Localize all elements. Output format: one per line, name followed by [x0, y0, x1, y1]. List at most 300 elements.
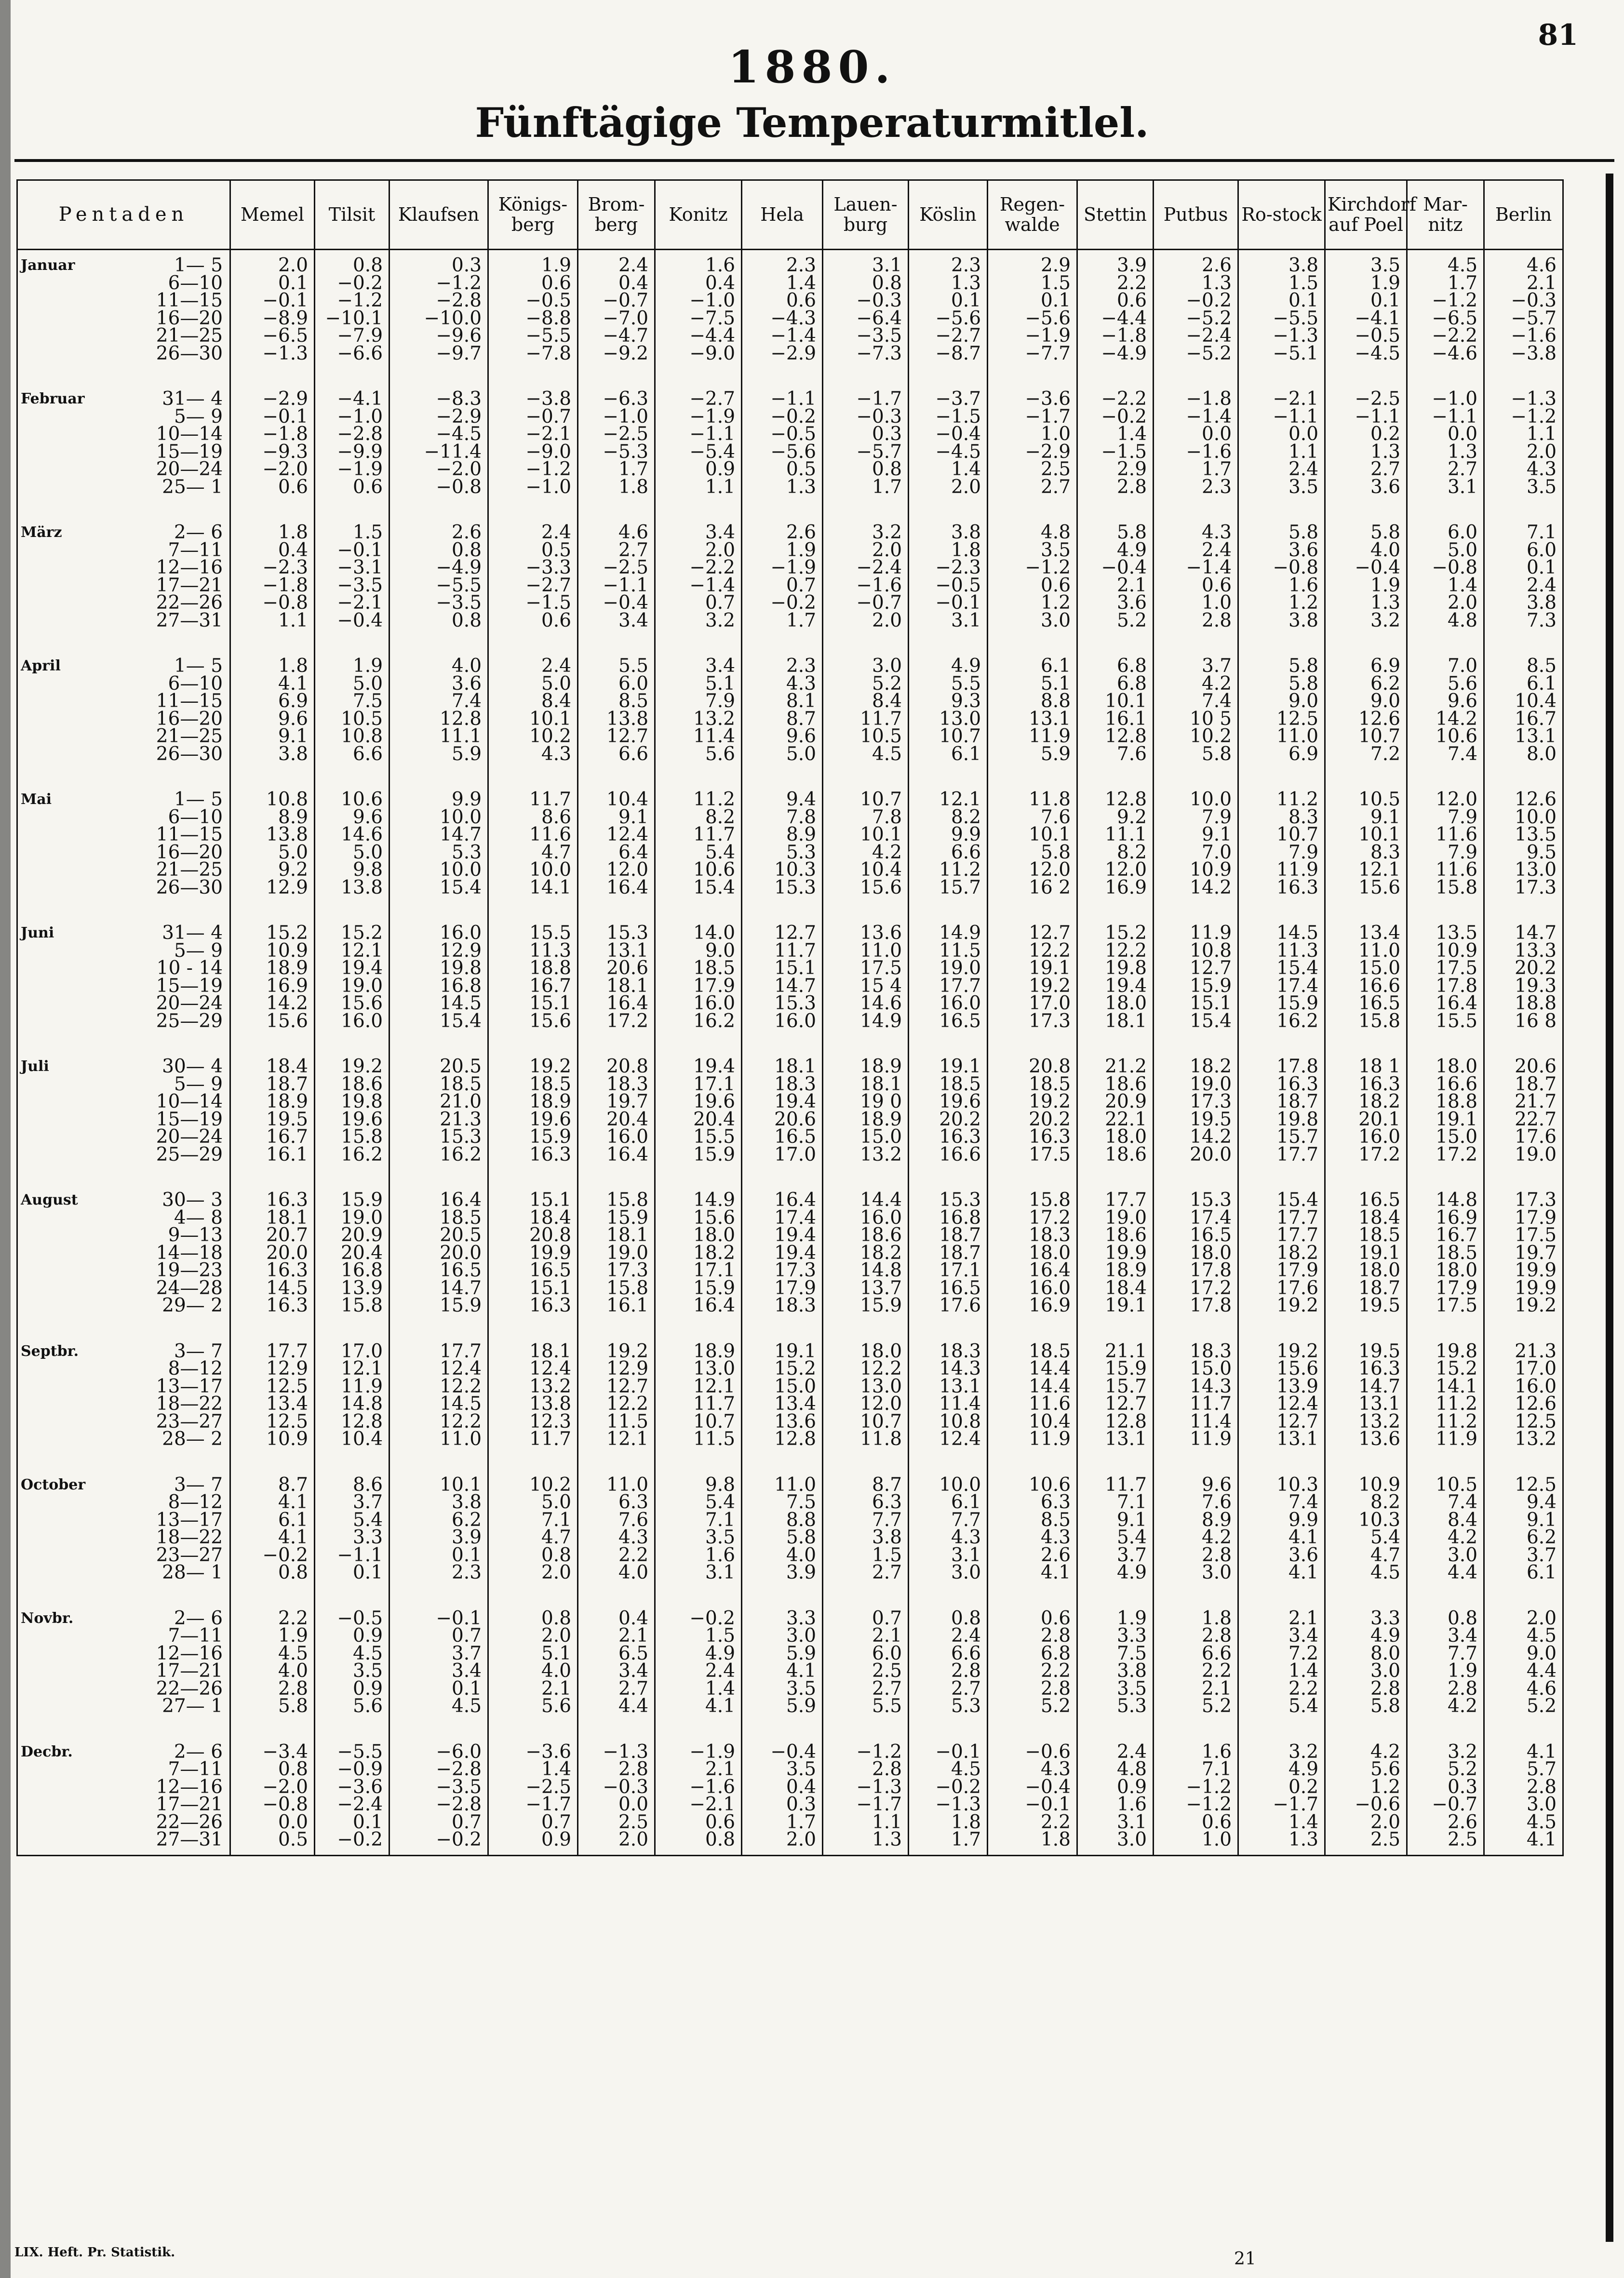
- temperature-cell: 15.4: [389, 1013, 488, 1052]
- temperature-cell: 11.9: [1407, 1431, 1484, 1470]
- temperature-cell: −1.2: [1407, 292, 1484, 310]
- month-label: [17, 746, 123, 785]
- pentade-range: 30— 4: [123, 1051, 230, 1076]
- temperature-cell: 18.4: [488, 1209, 578, 1227]
- temperature-cell: −5.6: [742, 443, 823, 461]
- temperature-cell: 11.6: [1407, 861, 1484, 879]
- temperature-cell: 3.1: [909, 612, 988, 651]
- temperature-cell: 5.8: [1238, 675, 1325, 693]
- temperature-cell: 0.1: [389, 1680, 488, 1698]
- temperature-cell: 2.5: [1325, 1831, 1407, 1855]
- temperature-cell: 2.2: [578, 1547, 655, 1565]
- temperature-cell: 14.5: [389, 995, 488, 1013]
- temperature-cell: 0.4: [578, 275, 655, 293]
- temperature-cell: −0.8: [230, 594, 315, 612]
- temperature-cell: 6.1: [1484, 675, 1563, 693]
- temperature-cell: 10.0: [1154, 784, 1238, 809]
- temperature-cell: 5.2: [823, 675, 909, 693]
- temperature-cell: 1.0: [1154, 594, 1238, 612]
- pentade-range: 25— 1: [123, 479, 230, 518]
- temperature-cell: −1.8: [230, 426, 315, 443]
- temperature-cell: 12.7: [1238, 1413, 1325, 1431]
- header-station: Mar-nitz: [1407, 180, 1484, 250]
- temperature-cell: 5.8: [1154, 746, 1238, 785]
- month-label: [17, 960, 123, 978]
- temperature-cell: −2.8: [315, 426, 389, 443]
- month-label: [17, 1512, 123, 1529]
- month-group: [17, 784, 1563, 918]
- temperature-cell: 7.6: [988, 809, 1077, 827]
- temperature-cell: 12.8: [742, 1431, 823, 1470]
- temperature-cell: −0.8: [389, 479, 488, 518]
- temperature-cell: −1.1: [315, 1547, 389, 1565]
- temperature-cell: 18.8: [488, 960, 578, 978]
- temperature-cell: 13.9: [315, 1280, 389, 1298]
- temperature-cell: 15.9: [578, 1209, 655, 1227]
- temperature-cell: 1.9: [742, 542, 823, 560]
- temperature-cell: 11.0: [1238, 728, 1325, 746]
- temperature-cell: 11.0: [1325, 942, 1407, 960]
- temperature-cell: 3.5: [1077, 1680, 1154, 1698]
- temperature-cell: 11.7: [488, 784, 578, 809]
- temperature-cell: 18.7: [1238, 1093, 1325, 1111]
- temperature-cell: 18.2: [1238, 1245, 1325, 1262]
- temperature-cell: 5.4: [315, 1512, 389, 1529]
- temperature-cell: 22.7: [1484, 1111, 1563, 1129]
- temperature-cell: 16.5: [909, 1013, 988, 1052]
- temperature-cell: −4.4: [655, 327, 742, 345]
- temperature-cell: 1.1: [230, 612, 315, 651]
- temperature-cell: 6.3: [823, 1494, 909, 1512]
- temperature-cell: 5.0: [230, 844, 315, 862]
- temperature-cell: 3.0: [823, 651, 909, 675]
- month-label: [17, 675, 123, 693]
- temperature-cell: 9.0: [1238, 693, 1325, 710]
- temperature-cell: 15.2: [1077, 918, 1154, 942]
- temperature-cell: −1.6: [1154, 443, 1238, 461]
- temperature-cell: 15.6: [1325, 879, 1407, 918]
- temperature-cell: −1.8: [1077, 327, 1154, 345]
- pentade-range: 10 - 14: [123, 960, 230, 978]
- temperature-cell: 10.2: [1154, 728, 1238, 746]
- temperature-cell: 3.1: [655, 1564, 742, 1603]
- temperature-cell: 15.5: [655, 1128, 742, 1146]
- temperature-cell: −0.1: [909, 1737, 988, 1761]
- temperature-cell: 13.9: [1238, 1378, 1325, 1396]
- temperature-cell: −1.3: [1238, 327, 1325, 345]
- temperature-cell: 3.3: [1077, 1627, 1154, 1645]
- temperature-cell: 16.9: [1077, 879, 1154, 918]
- temperature-cell: 9.4: [742, 784, 823, 809]
- temperature-cell: 12.2: [578, 1395, 655, 1413]
- temperature-cell: 4.1: [1238, 1564, 1325, 1603]
- temperature-cell: 17.8: [1154, 1262, 1238, 1280]
- temperature-cell: 17.5: [1407, 1297, 1484, 1336]
- table-row: [17, 345, 1563, 384]
- temperature-cell: 10.2: [488, 728, 578, 746]
- temperature-cell: 8.6: [488, 809, 578, 827]
- pentade-range: 1— 5: [123, 784, 230, 809]
- temperature-cell: −4.6: [1407, 345, 1484, 384]
- pentade-range: 25—29: [123, 1013, 230, 1052]
- temperature-cell: 1.6: [655, 1547, 742, 1565]
- temperature-cell: 0.8: [488, 1603, 578, 1628]
- temperature-cell: 11.2: [1407, 1413, 1484, 1431]
- temperature-cell: 4.5: [1484, 1627, 1563, 1645]
- temperature-cell: 18.9: [823, 1111, 909, 1129]
- temperature-cell: −5.2: [1154, 310, 1238, 328]
- temperature-cell: 3.0: [1325, 1662, 1407, 1680]
- temperature-cell: 0.4: [230, 542, 315, 560]
- temperature-cell: −3.7: [909, 384, 988, 408]
- temperature-cell: 15.0: [1325, 960, 1407, 978]
- temperature-cell: 2.1: [1154, 1680, 1238, 1698]
- temperature-cell: 4.4: [1484, 1662, 1563, 1680]
- pentade-range: 22—26: [123, 1680, 230, 1698]
- temperature-cell: −1.7: [823, 1796, 909, 1814]
- temperature-cell: 4.9: [1325, 1627, 1407, 1645]
- temperature-cell: 15.1: [488, 1185, 578, 1209]
- temperature-cell: 12.9: [578, 1360, 655, 1378]
- temperature-cell: 11.9: [1238, 861, 1325, 879]
- pentade-range: 21—25: [123, 861, 230, 879]
- temperature-cell: 1.8: [988, 1831, 1077, 1855]
- temperature-cell: −5.5: [389, 577, 488, 595]
- temperature-cell: −0.6: [1325, 1796, 1407, 1814]
- pentade-range: 9—13: [123, 1227, 230, 1245]
- month-group: [17, 250, 1563, 384]
- temperature-cell: −2.4: [315, 1796, 389, 1814]
- temperature-cell: 17.8: [1154, 1297, 1238, 1336]
- temperature-cell: −2.9: [389, 408, 488, 426]
- temperature-cell: 19.5: [230, 1111, 315, 1129]
- month-label: [17, 542, 123, 560]
- temperature-cell: 2.7: [1325, 461, 1407, 479]
- temperature-cell: 18.1: [230, 1209, 315, 1227]
- table-row: [17, 746, 1563, 785]
- temperature-cell: 10.2: [488, 1470, 578, 1494]
- temperature-cell: 0.5: [488, 542, 578, 560]
- temperature-cell: 12.4: [488, 1360, 578, 1378]
- temperature-cell: −4.1: [1325, 310, 1407, 328]
- temperature-cell: 5.0: [315, 675, 389, 693]
- temperature-cell: 14.7: [1484, 918, 1563, 942]
- temperature-cell: 9.8: [655, 1470, 742, 1494]
- temperature-cell: 18.3: [578, 1076, 655, 1094]
- temperature-cell: 5.8: [1077, 517, 1154, 542]
- temperature-cell: 2.5: [578, 1814, 655, 1832]
- temperature-cell: 12.5: [1484, 1470, 1563, 1494]
- temperature-cell: 0.0: [1154, 426, 1238, 443]
- temperature-cell: 17.1: [655, 1262, 742, 1280]
- table-row: [17, 612, 1563, 651]
- temperature-cell: 12.8: [315, 1413, 389, 1431]
- temperature-cell: 14.2: [1154, 1128, 1238, 1146]
- temperature-cell: 13.1: [988, 710, 1077, 728]
- temperature-cell: 12.7: [988, 918, 1077, 942]
- temperature-cell: 1.0: [988, 426, 1077, 443]
- pentade-range: 13—17: [123, 1378, 230, 1396]
- temperature-cell: 10.5: [1407, 1470, 1484, 1494]
- temperature-cell: 17.9: [1407, 1280, 1484, 1298]
- temperature-cell: 16.4: [742, 1185, 823, 1209]
- temperature-cell: 11.3: [1238, 942, 1325, 960]
- temperature-cell: 11.2: [655, 784, 742, 809]
- temperature-cell: 3.8: [389, 1494, 488, 1512]
- temperature-cell: 0.6: [315, 479, 389, 518]
- pentade-range: 26—30: [123, 746, 230, 785]
- temperature-cell: 16.0: [389, 918, 488, 942]
- temperature-cell: 2.1: [1238, 1603, 1325, 1628]
- temperature-cell: 10.1: [488, 710, 578, 728]
- temperature-cell: 0.8: [909, 1603, 988, 1628]
- temperature-cell: 1.9: [1407, 1662, 1484, 1680]
- temperature-cell: −9.9: [315, 443, 389, 461]
- header-station: Ro-stock: [1238, 180, 1325, 250]
- temperature-cell: 15.9: [1154, 978, 1238, 995]
- temperature-cell: 7.8: [742, 809, 823, 827]
- temperature-cell: 6.9: [230, 693, 315, 710]
- temperature-cell: 3.3: [315, 1529, 389, 1547]
- temperature-cell: −1.1: [1325, 408, 1407, 426]
- temperature-cell: 19.4: [742, 1227, 823, 1245]
- temperature-cell: 7.9: [1238, 844, 1325, 862]
- month-label: Decbr.: [17, 1737, 123, 1761]
- temperature-cell: 18.5: [909, 1076, 988, 1094]
- temperature-cell: 14.2: [1407, 710, 1484, 728]
- temperature-cell: 1.7: [909, 1831, 988, 1855]
- temperature-cell: 16.6: [1407, 1076, 1484, 1094]
- temperature-table: [16, 179, 1564, 1856]
- temperature-cell: 11.0: [389, 1431, 488, 1470]
- temperature-cell: 2.6: [1407, 1814, 1484, 1832]
- temperature-cell: −1.8: [1154, 384, 1238, 408]
- temperature-cell: 19.2: [988, 978, 1077, 995]
- temperature-cell: 5.3: [1077, 1698, 1154, 1737]
- month-label: [17, 577, 123, 595]
- temperature-cell: 6.6: [315, 746, 389, 785]
- temperature-cell: 3.2: [1238, 1737, 1325, 1761]
- temperature-cell: 17.4: [1238, 978, 1325, 995]
- pentade-range: 23—27: [123, 1547, 230, 1565]
- temperature-cell: 15.9: [655, 1146, 742, 1185]
- temperature-cell: 4.0: [578, 1564, 655, 1603]
- temperature-cell: 1.2: [1238, 594, 1325, 612]
- month-label: [17, 594, 123, 612]
- month-label: [17, 1814, 123, 1832]
- temperature-cell: 2.7: [823, 1564, 909, 1603]
- temperature-cell: 1.4: [1077, 426, 1154, 443]
- temperature-cell: 21.1: [1077, 1336, 1154, 1361]
- temperature-cell: 15.4: [1238, 1185, 1325, 1209]
- month-label: Septbr.: [17, 1336, 123, 1361]
- temperature-cell: 9.6: [1407, 693, 1484, 710]
- temperature-cell: −0.2: [1077, 408, 1154, 426]
- temperature-cell: 11.2: [909, 861, 988, 879]
- temperature-cell: 19.0: [1484, 1146, 1563, 1185]
- temperature-cell: −9.0: [488, 443, 578, 461]
- temperature-cell: 6.6: [578, 746, 655, 785]
- temperature-cell: 6.8: [1077, 675, 1154, 693]
- temperature-cell: 18.7: [909, 1245, 988, 1262]
- temperature-cell: 11.1: [1077, 826, 1154, 844]
- temperature-cell: 1.5: [315, 517, 389, 542]
- temperature-cell: 12.8: [1077, 784, 1154, 809]
- temperature-cell: 5.6: [488, 1698, 578, 1737]
- temperature-cell: 1.5: [655, 1627, 742, 1645]
- temperature-cell: 16.4: [389, 1185, 488, 1209]
- temperature-cell: 3.3: [1325, 1603, 1407, 1628]
- temperature-cell: −5.7: [1484, 310, 1563, 328]
- temperature-cell: 2.7: [578, 542, 655, 560]
- temperature-cell: 16.8: [909, 1209, 988, 1227]
- temperature-cell: 19.2: [1238, 1297, 1325, 1336]
- scan-left-edge: [0, 0, 11, 2278]
- temperature-cell: 11.0: [742, 1470, 823, 1494]
- month-label: Juli: [17, 1051, 123, 1076]
- temperature-cell: 17.8: [1407, 978, 1484, 995]
- temperature-cell: 16.3: [488, 1297, 578, 1336]
- pentade-range: 14—18: [123, 1245, 230, 1262]
- pentade-range: 7—11: [123, 1761, 230, 1779]
- temperature-cell: 3.8: [1484, 594, 1563, 612]
- pentade-range: 29— 2: [123, 1297, 230, 1336]
- table-row: [17, 1698, 1563, 1737]
- temperature-cell: 3.7: [1077, 1547, 1154, 1565]
- temperature-cell: 12.0: [1407, 784, 1484, 809]
- temperature-cell: 17.4: [1154, 1209, 1238, 1227]
- temperature-cell: 14.6: [823, 995, 909, 1013]
- temperature-cell: 8.2: [655, 809, 742, 827]
- temperature-cell: 3.8: [1238, 250, 1325, 275]
- temperature-cell: 19.7: [1484, 1245, 1563, 1262]
- temperature-cell: −0.8: [230, 1796, 315, 1814]
- month-label: [17, 1779, 123, 1796]
- temperature-cell: 1.3: [823, 1831, 909, 1855]
- temperature-cell: −5.7: [823, 443, 909, 461]
- temperature-cell: −7.3: [823, 345, 909, 384]
- table-row: [17, 517, 1563, 542]
- temperature-cell: −0.2: [315, 1831, 389, 1855]
- temperature-cell: 20.6: [578, 960, 655, 978]
- month-group: [17, 918, 1563, 1051]
- temperature-cell: 16.3: [909, 1128, 988, 1146]
- month-label: [17, 327, 123, 345]
- month-label: [17, 1360, 123, 1378]
- month-label: [17, 1547, 123, 1565]
- temperature-cell: 8.8: [742, 1512, 823, 1529]
- temperature-cell: 0.6: [1154, 577, 1238, 595]
- pentade-range: 11—15: [123, 292, 230, 310]
- temperature-cell: 19.6: [655, 1093, 742, 1111]
- month-group: [17, 1470, 1563, 1603]
- temperature-cell: 15.4: [1154, 1013, 1238, 1052]
- temperature-cell: 3.6: [1077, 594, 1154, 612]
- temperature-cell: 5.4: [1325, 1529, 1407, 1547]
- temperature-cell: 12.2: [823, 1360, 909, 1378]
- temperature-cell: 2.8: [1077, 479, 1154, 518]
- temperature-cell: 0.7: [389, 1627, 488, 1645]
- pentade-range: 5— 9: [123, 942, 230, 960]
- temperature-cell: 5.0: [488, 675, 578, 693]
- temperature-cell: 1.3: [1407, 443, 1484, 461]
- temperature-cell: 1.7: [578, 461, 655, 479]
- temperature-cell: −1.7: [988, 408, 1077, 426]
- temperature-cell: −1.2: [315, 292, 389, 310]
- table-row: [17, 1431, 1563, 1470]
- temperature-cell: 17.0: [742, 1146, 823, 1185]
- temperature-cell: −6.0: [389, 1737, 488, 1761]
- month-group: [17, 1737, 1563, 1856]
- temperature-cell: 21.3: [389, 1111, 488, 1129]
- temperature-cell: 17.7: [389, 1336, 488, 1361]
- table-row: [17, 479, 1563, 518]
- temperature-cell: −0.7: [823, 594, 909, 612]
- temperature-cell: 19.0: [315, 1209, 389, 1227]
- month-label: [17, 1280, 123, 1298]
- temperature-cell: −4.7: [578, 327, 655, 345]
- temperature-cell: 4.0: [488, 1662, 578, 1680]
- temperature-cell: 19.2: [1238, 1336, 1325, 1361]
- temperature-cell: −1.0: [655, 292, 742, 310]
- temperature-cell: 4.3: [988, 1529, 1077, 1547]
- temperature-cell: 1.5: [823, 1547, 909, 1565]
- temperature-cell: −10.0: [389, 310, 488, 328]
- temperature-cell: 4.0: [389, 651, 488, 675]
- temperature-cell: 13.2: [823, 1146, 909, 1185]
- temperature-cell: −0.4: [315, 612, 389, 651]
- temperature-cell: 11.3: [488, 942, 578, 960]
- temperature-cell: −1.3: [909, 1796, 988, 1814]
- temperature-cell: 20.2: [988, 1111, 1077, 1129]
- temperature-cell: 0.2: [1325, 426, 1407, 443]
- temperature-cell: 18.0: [823, 1336, 909, 1361]
- temperature-cell: 4.8: [988, 517, 1077, 542]
- temperature-cell: 3.4: [655, 517, 742, 542]
- temperature-cell: 13.6: [742, 1413, 823, 1431]
- temperature-cell: 8.9: [1154, 1512, 1238, 1529]
- temperature-cell: −3.5: [315, 577, 389, 595]
- temperature-cell: 1.7: [823, 479, 909, 518]
- temperature-cell: 3.2: [1407, 1737, 1484, 1761]
- temperature-cell: 7.7: [909, 1512, 988, 1529]
- temperature-cell: 3.4: [1407, 1627, 1484, 1645]
- temperature-cell: −11.4: [389, 443, 488, 461]
- temperature-cell: 10.0: [389, 861, 488, 879]
- temperature-cell: −9.6: [389, 327, 488, 345]
- temperature-cell: 6.8: [988, 1645, 1077, 1663]
- temperature-cell: −1.0: [578, 408, 655, 426]
- temperature-cell: 18.6: [1077, 1227, 1154, 1245]
- temperature-cell: 4.1: [230, 675, 315, 693]
- pentade-range: 15—19: [123, 978, 230, 995]
- temperature-cell: −5.1: [1238, 345, 1325, 384]
- temperature-cell: 7.9: [1407, 844, 1484, 862]
- temperature-cell: 2.7: [1407, 461, 1484, 479]
- temperature-cell: −1.1: [1238, 408, 1325, 426]
- header-station: Brom-berg: [578, 180, 655, 250]
- temperature-cell: 7.8: [823, 809, 909, 827]
- month-label: [17, 978, 123, 995]
- temperature-cell: 3.5: [742, 1680, 823, 1698]
- temperature-cell: −2.5: [488, 1779, 578, 1796]
- temperature-cell: 1.4: [655, 1680, 742, 1698]
- temperature-cell: 3.4: [389, 1662, 488, 1680]
- temperature-cell: 18.4: [230, 1051, 315, 1076]
- temperature-cell: 4.9: [909, 651, 988, 675]
- temperature-cell: 6.1: [988, 651, 1077, 675]
- temperature-cell: 15.4: [389, 879, 488, 918]
